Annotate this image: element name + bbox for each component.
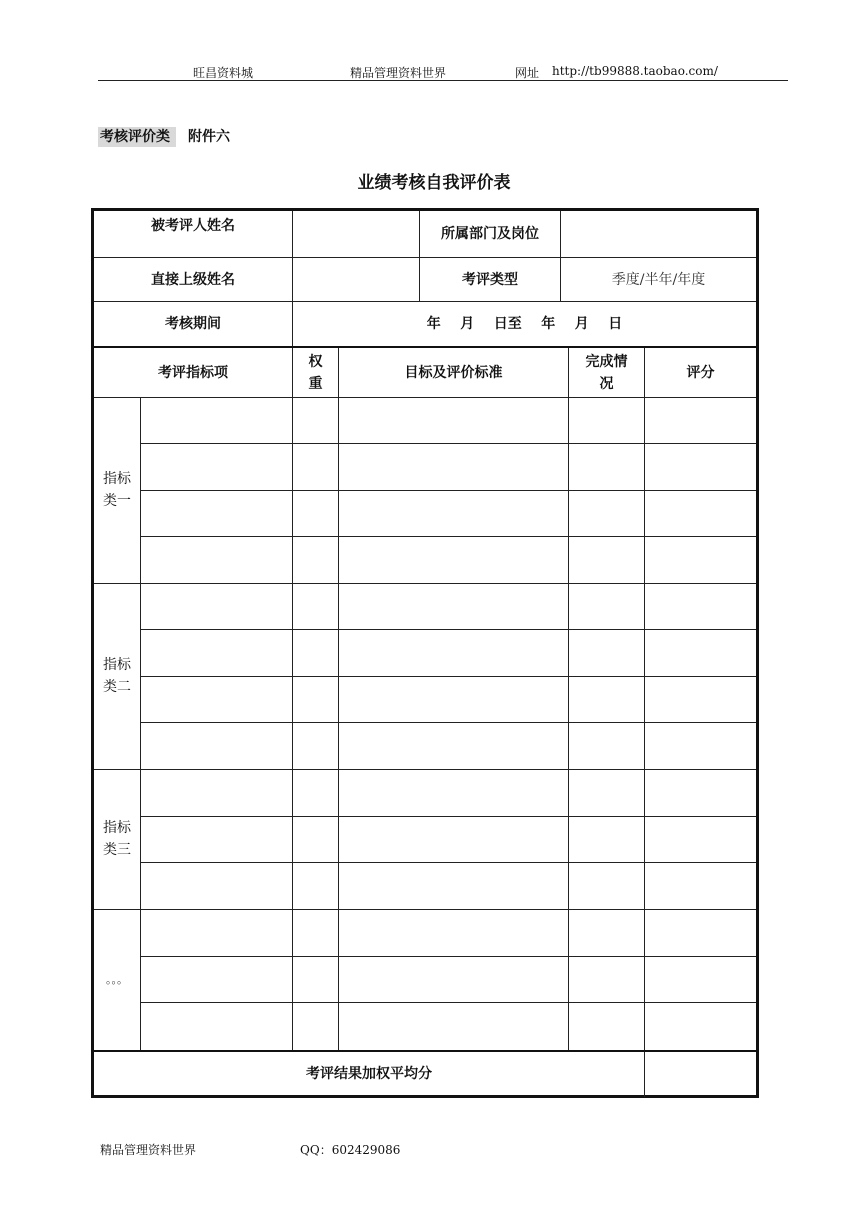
supervisor-name-label: 直接上级姓名 — [151, 271, 235, 288]
col-weight-line2: 重 — [308, 375, 323, 392]
col-completion-line1: 完成情 — [585, 353, 628, 370]
group-label-1-line1: 指标 — [103, 471, 131, 487]
group-label-4-line1: 。。。 — [106, 972, 128, 986]
group-label-2-line1: 指标 — [103, 657, 131, 673]
supervisor-name-field[interactable] — [293, 258, 419, 301]
period-label: 考核期间 — [165, 316, 221, 332]
group-label-3-line2: 类三 — [103, 842, 131, 858]
header-url-label: 网址 — [515, 66, 540, 80]
period-field[interactable]: 年 月 日至 年 月 日 — [426, 316, 623, 332]
group-label-1 — [94, 397, 140, 583]
group-label-2 — [94, 583, 140, 769]
col-weight-header — [293, 348, 338, 397]
evaluation-type-label: 考评类型 — [462, 271, 518, 288]
header-title: 精品管理资料世界 — [350, 66, 447, 80]
col-completion-header — [569, 348, 644, 397]
col-completion-line2: 况 — [599, 375, 614, 392]
weighted-average-field[interactable] — [645, 1052, 756, 1095]
group-label-4 — [94, 909, 140, 1050]
group-label-1-line2: 类一 — [103, 493, 131, 509]
col-weight-line1: 权 — [308, 353, 323, 370]
group-label-3-line1: 指标 — [103, 820, 131, 836]
col-score-header: 评分 — [686, 364, 715, 381]
col-indicator-header: 考评指标项 — [158, 364, 228, 381]
group-label-3 — [94, 769, 140, 909]
evaluation-type-options[interactable]: 季度/半年/年度 — [611, 271, 706, 288]
form-title: 业绩考核自我评价表 — [357, 173, 511, 193]
weighted-average-label: 考评结果加权平均分 — [306, 1065, 432, 1082]
category-label: 考核评价类 — [98, 127, 176, 147]
footer-qq: QQ：602429086 — [300, 1143, 401, 1157]
page-footer — [100, 1141, 400, 1158]
col-target-header: 目标及评价标准 — [404, 364, 503, 381]
group-label-2-line2: 类二 — [103, 679, 131, 695]
header-url-link[interactable]: http://tb99888.taobao.com/ — [552, 64, 718, 78]
evaluation-table — [91, 208, 759, 1098]
dept-position-label: 所属部门及岗位 — [441, 226, 539, 242]
page-header — [98, 62, 788, 81]
reviewee-name-field[interactable] — [293, 211, 419, 257]
category-line — [98, 126, 230, 146]
footer-site-name: 精品管理资料世界 — [100, 1143, 197, 1157]
reviewee-name-label: 被考评人姓名 — [151, 218, 235, 234]
attachment-label: 附件六 — [188, 129, 230, 145]
dept-position-field[interactable] — [561, 211, 756, 257]
header-site-name: 旺昌资料城 — [193, 66, 254, 80]
